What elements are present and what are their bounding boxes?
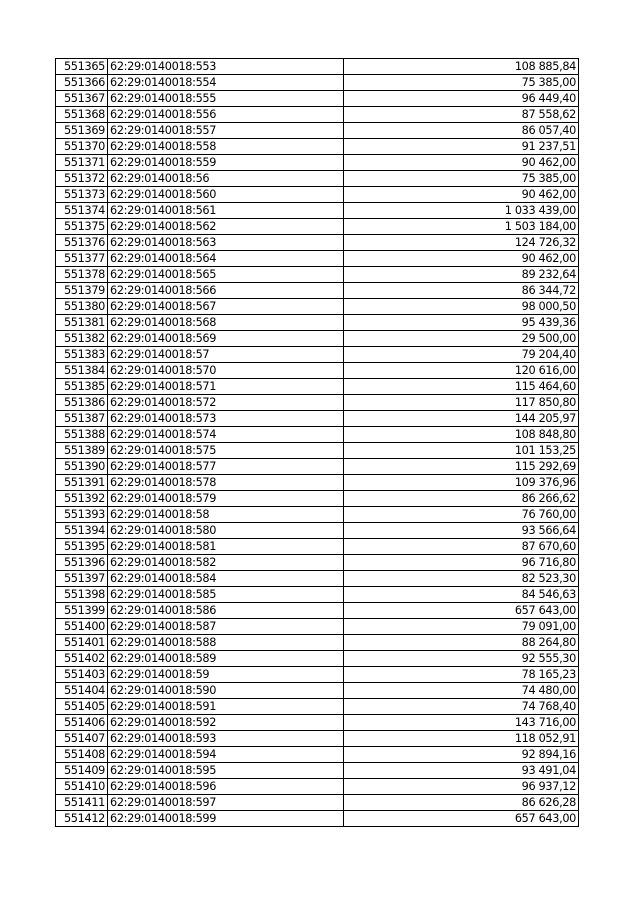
table-row (56, 203, 579, 219)
table-row (56, 507, 579, 523)
row-number-cell: 551407 (56, 731, 108, 747)
cadastral-value-cell: 79 204,40 (344, 347, 579, 363)
table-row (56, 411, 579, 427)
cadastral-number-cell: 62:29:0140018:562 (108, 219, 344, 235)
cadastral-value-cell: 79 091,00 (344, 619, 579, 635)
row-number-cell: 551384 (56, 363, 108, 379)
row-number-cell: 551406 (56, 715, 108, 731)
cadastral-value-cell: 109 376,96 (344, 475, 579, 491)
table-row (56, 251, 579, 267)
table-row (56, 555, 579, 571)
cadastral-number-cell: 62:29:0140018:56 (108, 171, 344, 187)
cadastral-value-cell: 96 716,80 (344, 555, 579, 571)
cadastral-value-cell: 108 848,80 (344, 427, 579, 443)
cadastral-number-cell: 62:29:0140018:557 (108, 123, 344, 139)
cadastral-value-cell: 657 643,00 (344, 603, 579, 619)
cadastral-number-cell: 62:29:0140018:586 (108, 603, 344, 619)
cadastral-number-cell: 62:29:0140018:566 (108, 283, 344, 299)
cadastral-number-cell: 62:29:0140018:554 (108, 75, 344, 91)
cadastral-number-cell: 62:29:0140018:590 (108, 683, 344, 699)
row-number-cell: 551409 (56, 763, 108, 779)
cadastral-value-cell: 92 555,30 (344, 651, 579, 667)
cadastral-value-cell: 124 726,32 (344, 235, 579, 251)
cadastral-value-cell: 657 643,00 (344, 811, 579, 827)
table-row (56, 187, 579, 203)
row-number-cell: 551386 (56, 395, 108, 411)
cadastral-number-cell: 62:29:0140018:575 (108, 443, 344, 459)
cadastral-value-cell: 93 566,64 (344, 523, 579, 539)
table-row (56, 459, 579, 475)
table-row (56, 443, 579, 459)
cadastral-number-cell: 62:29:0140018:577 (108, 459, 344, 475)
row-number-cell: 551380 (56, 299, 108, 315)
row-number-cell: 551383 (56, 347, 108, 363)
cadastral-number-cell: 62:29:0140018:578 (108, 475, 344, 491)
row-number-cell: 551382 (56, 331, 108, 347)
table-row (56, 395, 579, 411)
table-row (56, 731, 579, 747)
cadastral-number-cell: 62:29:0140018:559 (108, 155, 344, 171)
table-row (56, 155, 579, 171)
row-number-cell: 551411 (56, 795, 108, 811)
row-number-cell: 551373 (56, 187, 108, 203)
cadastral-number-cell: 62:29:0140018:597 (108, 795, 344, 811)
cadastral-number-cell: 62:29:0140018:596 (108, 779, 344, 795)
cadastral-number-cell: 62:29:0140018:573 (108, 411, 344, 427)
cadastral-value-cell: 120 616,00 (344, 363, 579, 379)
cadastral-number-cell: 62:29:0140018:569 (108, 331, 344, 347)
table-row (56, 299, 579, 315)
cadastral-value-cell: 86 266,62 (344, 491, 579, 507)
table-row (56, 235, 579, 251)
cadastral-value-cell: 98 000,50 (344, 299, 579, 315)
cadastral-number-cell: 62:29:0140018:561 (108, 203, 344, 219)
cadastral-number-cell: 62:29:0140018:591 (108, 699, 344, 715)
cadastral-number-cell: 62:29:0140018:560 (108, 187, 344, 203)
cadastral-number-cell: 62:29:0140018:568 (108, 315, 344, 331)
cadastral-value-cell: 78 165,23 (344, 667, 579, 683)
cadastral-value-cell: 118 052,91 (344, 731, 579, 747)
cadastral-number-cell: 62:29:0140018:599 (108, 811, 344, 827)
table-row (56, 539, 579, 555)
cadastral-number-cell: 62:29:0140018:571 (108, 379, 344, 395)
cadastral-value-cell: 87 558,62 (344, 107, 579, 123)
table-row (56, 779, 579, 795)
cadastral-value-cell: 74 768,40 (344, 699, 579, 715)
table-row (56, 379, 579, 395)
row-number-cell: 551412 (56, 811, 108, 827)
table-row (56, 171, 579, 187)
table-body (56, 59, 579, 827)
row-number-cell: 551374 (56, 203, 108, 219)
cadastral-number-cell: 62:29:0140018:582 (108, 555, 344, 571)
cadastral-value-cell: 75 385,00 (344, 171, 579, 187)
cadastral-number-cell: 62:29:0140018:589 (108, 651, 344, 667)
row-number-cell: 551408 (56, 747, 108, 763)
row-number-cell: 551392 (56, 491, 108, 507)
cadastral-value-cell: 90 462,00 (344, 187, 579, 203)
cadastral-number-cell: 62:29:0140018:563 (108, 235, 344, 251)
table-row (56, 331, 579, 347)
row-number-cell: 551391 (56, 475, 108, 491)
cadastral-number-cell: 62:29:0140018:572 (108, 395, 344, 411)
cadastral-value-cell: 1 033 439,00 (344, 203, 579, 219)
cadastral-value-cell: 75 385,00 (344, 75, 579, 91)
cadastral-number-cell: 62:29:0140018:588 (108, 635, 344, 651)
table-row (56, 571, 579, 587)
table-row (56, 475, 579, 491)
table-row (56, 747, 579, 763)
cadastral-number-cell: 62:29:0140018:567 (108, 299, 344, 315)
row-number-cell: 551398 (56, 587, 108, 603)
cadastral-value-cell: 82 523,30 (344, 571, 579, 587)
row-number-cell: 551376 (56, 235, 108, 251)
cadastral-value-cell: 93 491,04 (344, 763, 579, 779)
row-number-cell: 551371 (56, 155, 108, 171)
table-row (56, 267, 579, 283)
cadastral-number-cell: 62:29:0140018:570 (108, 363, 344, 379)
cadastral-number-cell: 62:29:0140018:581 (108, 539, 344, 555)
row-number-cell: 551365 (56, 59, 108, 75)
row-number-cell: 551379 (56, 283, 108, 299)
table-row (56, 427, 579, 443)
row-number-cell: 551375 (56, 219, 108, 235)
cadastral-number-cell: 62:29:0140018:584 (108, 571, 344, 587)
table-row (56, 587, 579, 603)
cadastral-number-cell: 62:29:0140018:558 (108, 139, 344, 155)
row-number-cell: 551385 (56, 379, 108, 395)
cadastral-number-cell: 62:29:0140018:553 (108, 59, 344, 75)
cadastral-value-cell: 76 760,00 (344, 507, 579, 523)
table-row (56, 347, 579, 363)
row-number-cell: 551394 (56, 523, 108, 539)
cadastral-number-cell: 62:29:0140018:57 (108, 347, 344, 363)
cadastral-value-cell: 115 464,60 (344, 379, 579, 395)
table-row (56, 619, 579, 635)
cadastral-number-cell: 62:29:0140018:595 (108, 763, 344, 779)
table-row (56, 75, 579, 91)
row-number-cell: 551400 (56, 619, 108, 635)
cadastral-number-cell: 62:29:0140018:59 (108, 667, 344, 683)
cadastral-value-cell: 90 462,00 (344, 251, 579, 267)
cadastral-number-cell: 62:29:0140018:580 (108, 523, 344, 539)
table-row (56, 123, 579, 139)
cadastral-value-cell: 144 205,97 (344, 411, 579, 427)
row-number-cell: 551377 (56, 251, 108, 267)
cadastral-value-cell: 29 500,00 (344, 331, 579, 347)
row-number-cell: 551381 (56, 315, 108, 331)
table-row (56, 363, 579, 379)
table-row (56, 811, 579, 827)
table-row (56, 699, 579, 715)
cadastral-value-cell: 115 292,69 (344, 459, 579, 475)
row-number-cell: 551366 (56, 75, 108, 91)
row-number-cell: 551369 (56, 123, 108, 139)
row-number-cell: 551372 (56, 171, 108, 187)
cadastral-value-cell: 96 449,40 (344, 91, 579, 107)
cadastral-value-cell: 90 462,00 (344, 155, 579, 171)
table-row (56, 59, 579, 75)
cadastral-value-cell: 74 480,00 (344, 683, 579, 699)
cadastral-value-cell: 95 439,36 (344, 315, 579, 331)
table-row (56, 763, 579, 779)
row-number-cell: 551405 (56, 699, 108, 715)
cadastral-number-cell: 62:29:0140018:594 (108, 747, 344, 763)
table-row (56, 315, 579, 331)
row-number-cell: 551410 (56, 779, 108, 795)
row-number-cell: 551401 (56, 635, 108, 651)
cadastral-number-cell: 62:29:0140018:587 (108, 619, 344, 635)
table-row (56, 651, 579, 667)
row-number-cell: 551393 (56, 507, 108, 523)
cadastral-number-cell: 62:29:0140018:564 (108, 251, 344, 267)
cadastral-number-cell: 62:29:0140018:593 (108, 731, 344, 747)
table-row (56, 107, 579, 123)
row-number-cell: 551390 (56, 459, 108, 475)
row-number-cell: 551368 (56, 107, 108, 123)
row-number-cell: 551395 (56, 539, 108, 555)
cadastral-number-cell: 62:29:0140018:592 (108, 715, 344, 731)
row-number-cell: 551389 (56, 443, 108, 459)
row-number-cell: 551388 (56, 427, 108, 443)
row-number-cell: 551397 (56, 571, 108, 587)
table-row (56, 523, 579, 539)
row-number-cell: 551396 (56, 555, 108, 571)
cadastral-number-cell: 62:29:0140018:579 (108, 491, 344, 507)
table-row (56, 683, 579, 699)
table-row (56, 603, 579, 619)
cadastral-number-cell: 62:29:0140018:565 (108, 267, 344, 283)
table-row (56, 667, 579, 683)
table-row (56, 91, 579, 107)
cadastral-value-cell: 117 850,80 (344, 395, 579, 411)
cadastral-value-cell: 91 237,51 (344, 139, 579, 155)
table-row (56, 491, 579, 507)
row-number-cell: 551404 (56, 683, 108, 699)
cadastral-value-table (55, 58, 579, 827)
cadastral-number-cell: 62:29:0140018:555 (108, 91, 344, 107)
row-number-cell: 551387 (56, 411, 108, 427)
row-number-cell: 551402 (56, 651, 108, 667)
cadastral-value-cell: 1 503 184,00 (344, 219, 579, 235)
table-row (56, 139, 579, 155)
row-number-cell: 551399 (56, 603, 108, 619)
cadastral-value-cell: 87 670,60 (344, 539, 579, 555)
cadastral-value-cell: 88 264,80 (344, 635, 579, 651)
cadastral-value-cell: 92 894,16 (344, 747, 579, 763)
cadastral-value-cell: 108 885,84 (344, 59, 579, 75)
cadastral-value-cell: 101 153,25 (344, 443, 579, 459)
cadastral-value-cell: 143 716,00 (344, 715, 579, 731)
cadastral-value-cell: 96 937,12 (344, 779, 579, 795)
cadastral-number-cell: 62:29:0140018:574 (108, 427, 344, 443)
table-row (56, 635, 579, 651)
row-number-cell: 551378 (56, 267, 108, 283)
table-row (56, 795, 579, 811)
row-number-cell: 551370 (56, 139, 108, 155)
cadastral-value-cell: 89 232,64 (344, 267, 579, 283)
cadastral-value-cell: 86 057,40 (344, 123, 579, 139)
cadastral-number-cell: 62:29:0140018:585 (108, 587, 344, 603)
table-row (56, 283, 579, 299)
cadastral-number-cell: 62:29:0140018:58 (108, 507, 344, 523)
cadastral-value-cell: 86 626,28 (344, 795, 579, 811)
row-number-cell: 551367 (56, 91, 108, 107)
cadastral-number-cell: 62:29:0140018:556 (108, 107, 344, 123)
cadastral-value-cell: 86 344,72 (344, 283, 579, 299)
row-number-cell: 551403 (56, 667, 108, 683)
cadastral-value-cell: 84 546,63 (344, 587, 579, 603)
table-row (56, 219, 579, 235)
table-row (56, 715, 579, 731)
